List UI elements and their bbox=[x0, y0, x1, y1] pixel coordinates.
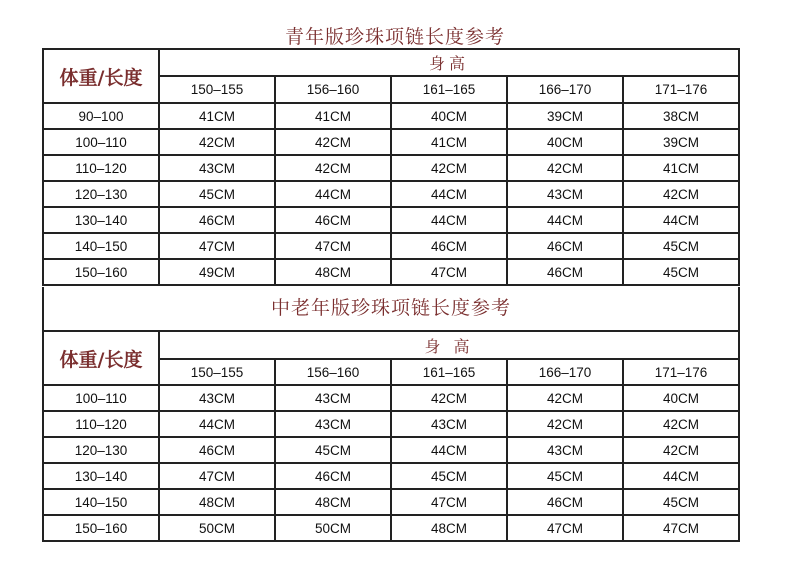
length-cell: 42CM bbox=[623, 181, 739, 207]
length-cell: 44CM bbox=[275, 181, 391, 207]
length-cell: 38CM bbox=[623, 103, 739, 129]
length-cell: 42CM bbox=[159, 129, 275, 155]
table-row bbox=[43, 181, 739, 207]
table-row bbox=[43, 437, 739, 463]
length-cell: 46CM bbox=[275, 463, 391, 489]
table-row bbox=[43, 129, 739, 155]
length-cell: 45CM bbox=[275, 437, 391, 463]
length-cell: 42CM bbox=[391, 155, 507, 181]
weight-cell: 130–140 bbox=[43, 207, 159, 233]
length-cell: 47CM bbox=[391, 489, 507, 515]
youth-height-header: 身高 bbox=[159, 49, 739, 76]
length-cell: 44CM bbox=[391, 207, 507, 233]
length-cell: 43CM bbox=[159, 385, 275, 411]
length-cell: 47CM bbox=[159, 233, 275, 259]
length-cell: 47CM bbox=[391, 259, 507, 285]
weight-cell: 140–150 bbox=[43, 489, 159, 515]
length-cell: 39CM bbox=[623, 129, 739, 155]
length-cell: 44CM bbox=[507, 207, 623, 233]
length-cell: 45CM bbox=[623, 259, 739, 285]
senior-table-title-band bbox=[42, 287, 740, 330]
height-col-3: 161–165 bbox=[391, 359, 507, 385]
length-cell: 42CM bbox=[391, 385, 507, 411]
length-cell: 42CM bbox=[275, 129, 391, 155]
weight-cell: 100–110 bbox=[43, 129, 159, 155]
length-cell: 48CM bbox=[275, 259, 391, 285]
table-row bbox=[43, 489, 739, 515]
length-cell: 42CM bbox=[275, 155, 391, 181]
table-row bbox=[43, 515, 739, 541]
length-cell: 45CM bbox=[507, 463, 623, 489]
length-cell: 41CM bbox=[159, 103, 275, 129]
length-cell: 49CM bbox=[159, 259, 275, 285]
height-col-1: 150–155 bbox=[159, 76, 275, 103]
length-cell: 44CM bbox=[391, 181, 507, 207]
youth-table-title: 青年版珍珠项链长度参考 bbox=[284, 26, 505, 48]
senior-size-table bbox=[42, 330, 740, 542]
length-cell: 47CM bbox=[159, 463, 275, 489]
length-cell: 46CM bbox=[159, 207, 275, 233]
length-cell: 43CM bbox=[275, 411, 391, 437]
length-cell: 48CM bbox=[275, 489, 391, 515]
length-cell: 46CM bbox=[391, 233, 507, 259]
height-col-5: 171–176 bbox=[623, 76, 739, 103]
table-row bbox=[43, 207, 739, 233]
table-row bbox=[43, 259, 739, 285]
length-cell: 46CM bbox=[507, 489, 623, 515]
length-cell: 39CM bbox=[507, 103, 623, 129]
height-col-4: 166–170 bbox=[507, 359, 623, 385]
length-cell: 50CM bbox=[275, 515, 391, 541]
length-cell: 42CM bbox=[507, 411, 623, 437]
length-cell: 43CM bbox=[275, 385, 391, 411]
length-cell: 41CM bbox=[275, 103, 391, 129]
length-cell: 46CM bbox=[275, 207, 391, 233]
weight-cell: 110–120 bbox=[43, 411, 159, 437]
weight-cell: 150–160 bbox=[43, 259, 159, 285]
length-cell: 43CM bbox=[507, 437, 623, 463]
table-row bbox=[43, 411, 739, 437]
length-cell: 44CM bbox=[623, 463, 739, 489]
length-cell: 44CM bbox=[623, 207, 739, 233]
length-cell: 45CM bbox=[391, 463, 507, 489]
senior-table-title: 中老年版珍珠项链长度参考 bbox=[270, 297, 511, 319]
length-cell: 45CM bbox=[623, 233, 739, 259]
height-col-4: 166–170 bbox=[507, 76, 623, 103]
length-cell: 46CM bbox=[507, 259, 623, 285]
weight-cell: 110–120 bbox=[43, 155, 159, 181]
length-cell: 42CM bbox=[623, 437, 739, 463]
height-col-2: 156–160 bbox=[275, 76, 391, 103]
height-col-2: 156–160 bbox=[275, 359, 391, 385]
length-cell: 42CM bbox=[507, 385, 623, 411]
length-cell: 46CM bbox=[159, 437, 275, 463]
table-row bbox=[43, 385, 739, 411]
senior-height-header: 身 高 bbox=[159, 331, 739, 359]
table-row bbox=[43, 233, 739, 259]
weight-cell: 130–140 bbox=[43, 463, 159, 489]
length-cell: 43CM bbox=[159, 155, 275, 181]
youth-size-table bbox=[42, 48, 740, 286]
length-cell: 41CM bbox=[391, 129, 507, 155]
table-row bbox=[43, 463, 739, 489]
height-col-3: 161–165 bbox=[391, 76, 507, 103]
weight-cell: 100–110 bbox=[43, 385, 159, 411]
length-cell: 48CM bbox=[391, 515, 507, 541]
weight-cell: 90–100 bbox=[43, 103, 159, 129]
length-cell: 40CM bbox=[391, 103, 507, 129]
length-cell: 50CM bbox=[159, 515, 275, 541]
length-cell: 41CM bbox=[623, 155, 739, 181]
length-cell: 47CM bbox=[275, 233, 391, 259]
youth-row-header: 体重/长度 bbox=[43, 49, 159, 103]
length-cell: 43CM bbox=[507, 181, 623, 207]
length-cell: 47CM bbox=[507, 515, 623, 541]
weight-cell: 140–150 bbox=[43, 233, 159, 259]
length-cell: 40CM bbox=[507, 129, 623, 155]
table-row bbox=[43, 155, 739, 181]
length-cell: 48CM bbox=[159, 489, 275, 515]
length-cell: 45CM bbox=[623, 489, 739, 515]
length-cell: 47CM bbox=[623, 515, 739, 541]
length-cell: 44CM bbox=[159, 411, 275, 437]
weight-cell: 120–130 bbox=[43, 181, 159, 207]
height-col-5: 171–176 bbox=[623, 359, 739, 385]
table-row bbox=[43, 103, 739, 129]
height-col-1: 150–155 bbox=[159, 359, 275, 385]
length-cell: 40CM bbox=[623, 385, 739, 411]
length-cell: 42CM bbox=[623, 411, 739, 437]
length-cell: 46CM bbox=[507, 233, 623, 259]
senior-row-header: 体重/长度 bbox=[43, 331, 159, 385]
length-cell: 44CM bbox=[391, 437, 507, 463]
length-cell: 43CM bbox=[391, 411, 507, 437]
length-cell: 45CM bbox=[159, 181, 275, 207]
weight-cell: 150–160 bbox=[43, 515, 159, 541]
weight-cell: 120–130 bbox=[43, 437, 159, 463]
length-cell: 42CM bbox=[507, 155, 623, 181]
